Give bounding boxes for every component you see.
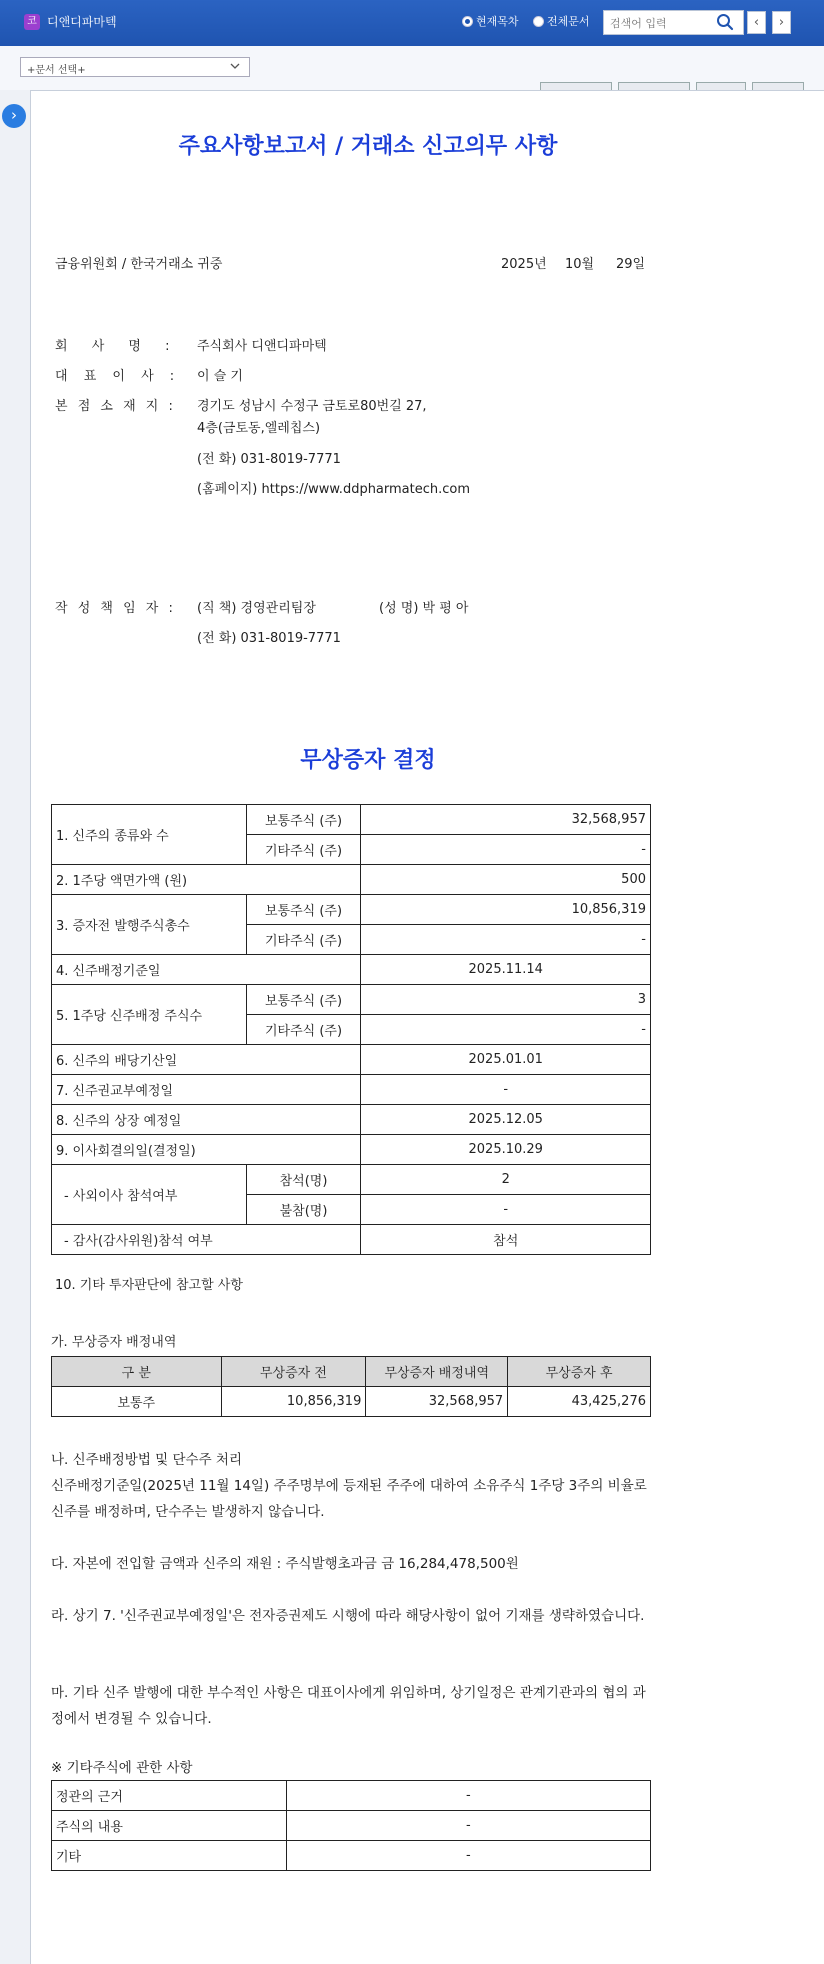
note-ra: 라. 상기 7. '신주권교부예정일'은 전자증권제도 시행에 따라 해당사항이 없어 기재를 생략하였습니다. bbox=[51, 1608, 645, 1624]
table-cell: 9. 이사회결의일(결정일) bbox=[52, 1135, 361, 1165]
hq-address-line1: 경기도 성남시 수정구 금토로80번길 27, bbox=[197, 399, 427, 414]
writer-label: 작 성 책 임 자 : bbox=[55, 601, 176, 616]
table-cell: - bbox=[361, 1015, 651, 1045]
report-date-year: 2025년 bbox=[501, 257, 547, 272]
table-cell: - 사외이사 참석여부 bbox=[52, 1165, 247, 1225]
table-row bbox=[52, 1135, 651, 1165]
table-cell: 1. 신주의 종류와 수 bbox=[52, 805, 247, 865]
table-cell: 3 bbox=[361, 985, 651, 1015]
table-cell: 보통주식 (주) bbox=[246, 805, 361, 835]
table-row bbox=[52, 1811, 651, 1841]
table-cell: 10,856,319 bbox=[221, 1387, 366, 1417]
radio-all-docs[interactable] bbox=[533, 13, 590, 29]
table-cell: - bbox=[286, 1781, 650, 1811]
table-cell: 기타주식 (주) bbox=[246, 835, 361, 865]
table-row bbox=[52, 805, 651, 835]
next-result-button[interactable]: › bbox=[772, 11, 791, 34]
table-header-cell: 무상증자 배정내역 bbox=[366, 1357, 508, 1387]
table-row bbox=[52, 1781, 651, 1811]
table-cell: - bbox=[286, 1811, 650, 1841]
table-cell: 기타주식 (주) bbox=[246, 925, 361, 955]
toolbar-tab-4[interactable] bbox=[752, 82, 804, 90]
table-cell: 32,568,957 bbox=[361, 805, 651, 835]
toolbar-tab-3[interactable] bbox=[696, 82, 746, 90]
company-name: 디앤디파마텍 bbox=[47, 15, 117, 29]
table-cell: - bbox=[361, 1075, 651, 1105]
table-cell: 500 bbox=[361, 865, 651, 895]
table-row bbox=[52, 1225, 651, 1255]
company-name-value: 주식회사 디앤디파마텍 bbox=[197, 339, 327, 354]
hq-homepage-link[interactable]: (홈페이지) https://www.ddpharmatech.com bbox=[197, 482, 471, 497]
allocation-table bbox=[51, 1356, 651, 1417]
table-cell: 기타 bbox=[52, 1841, 287, 1871]
radio-current-label: 현재목차 bbox=[476, 15, 519, 28]
ceo-label: 대 표 이 사 : bbox=[55, 369, 181, 384]
table-row bbox=[52, 1165, 651, 1195]
toolbar-tab-1[interactable] bbox=[540, 82, 612, 90]
table-row bbox=[52, 865, 651, 895]
radio-current-toc[interactable] bbox=[462, 13, 519, 29]
side-panel-toggle-button[interactable]: › bbox=[2, 104, 26, 128]
hq-address-label: 본 점 소 재 지 : bbox=[55, 399, 176, 414]
table-row bbox=[52, 1075, 651, 1105]
table-row bbox=[52, 1045, 651, 1075]
table-header-cell: 무상증자 전 bbox=[221, 1357, 366, 1387]
ceo-value: 이 슬 기 bbox=[197, 369, 243, 384]
document-panel bbox=[30, 90, 824, 1964]
table-cell: 2 bbox=[361, 1165, 651, 1195]
table-cell: - 감사(감사위원)참석 여부 bbox=[52, 1225, 361, 1255]
report-date-day: 29일 bbox=[616, 257, 646, 272]
table-cell: 8. 신주의 상장 예정일 bbox=[52, 1105, 361, 1135]
table-cell: 참석(명) bbox=[246, 1165, 361, 1195]
company-logo-icon: 코 bbox=[24, 14, 40, 30]
table-cell: 32,568,957 bbox=[366, 1387, 508, 1417]
other-stock-table bbox=[51, 1780, 651, 1871]
report-title: 주요사항보고서 / 거래소 신고의무 사항 bbox=[178, 133, 558, 159]
table-cell: 2. 1주당 액면가액 (원) bbox=[52, 865, 361, 895]
section-title: 무상증자 결정 bbox=[300, 747, 436, 773]
table-row bbox=[52, 1841, 651, 1871]
writer-position: (직 책) 경영관리팀장 bbox=[197, 601, 316, 616]
table-cell: 참석 bbox=[361, 1225, 651, 1255]
table-cell: - bbox=[361, 1195, 651, 1225]
note-ga: 가. 무상증자 배정내역 bbox=[51, 1335, 177, 1350]
table-cell: 기타주식 (주) bbox=[246, 1015, 361, 1045]
table-cell: 보통주식 (주) bbox=[246, 895, 361, 925]
note-na-body: 신주배정기준일(2025년 11월 14일) 주주명부에 등재된 주주에 대하여 소유주식 1주당 3주의 비율로 신주를 배정하며, 단수주는 발생하지 않습니다. bbox=[51, 1478, 647, 1520]
table-cell: 2025.01.01 bbox=[361, 1045, 651, 1075]
table-cell: 10,856,319 bbox=[361, 895, 651, 925]
note-na-title: 나. 신주배정방법 및 단수주 처리 bbox=[51, 1452, 242, 1468]
recipient: 금융위원회 / 한국거래소 귀중 bbox=[55, 257, 223, 272]
note-other-stock: ※ 기타주식에 관한 사항 bbox=[51, 1760, 193, 1776]
table-row bbox=[52, 1387, 651, 1417]
toolbar-tab-2[interactable] bbox=[618, 82, 690, 90]
table-cell: 43,425,276 bbox=[508, 1387, 651, 1417]
table-cell: 3. 증자전 발행주식총수 bbox=[52, 895, 247, 955]
table-header-cell: 구 분 bbox=[52, 1357, 222, 1387]
table-row bbox=[52, 955, 651, 985]
writer-phone: (전 화) 031-8019-7771 bbox=[197, 631, 341, 646]
table-cell: 정관의 근거 bbox=[52, 1781, 287, 1811]
table-cell: 2025.10.29 bbox=[361, 1135, 651, 1165]
note-item10: 10. 기타 투자판단에 참고할 사항 bbox=[55, 1278, 243, 1293]
table-header-cell: 무상증자 후 bbox=[508, 1357, 651, 1387]
table-cell: 2025.11.14 bbox=[361, 955, 651, 985]
search-input[interactable]: 검색어 입력 bbox=[603, 10, 744, 35]
report-date-month: 10월 bbox=[565, 257, 595, 272]
note-da: 다. 자본에 전입할 금액과 신주의 재원 : 주식발행초과금 금 16,284,478,500원 bbox=[51, 1556, 519, 1572]
document-select-value: +문서 선택+ bbox=[27, 65, 86, 76]
table-cell: 불참(명) bbox=[246, 1195, 361, 1225]
table-cell: 보통주식 (주) bbox=[246, 985, 361, 1015]
note-ma: 마. 기타 신주 발행에 대한 부수적인 사항은 대표이사에게 위임하며, 상기일정은 관계기관과의 협의 과정에서 변경될 수 있습니다. bbox=[51, 1685, 646, 1727]
table-cell: 2025.12.05 bbox=[361, 1105, 651, 1135]
document-select-row bbox=[0, 46, 824, 90]
hq-address-line2: 4층(금토동,엘레칩스) bbox=[197, 421, 321, 436]
radio-all-label: 전체문서 bbox=[547, 15, 590, 28]
decision-table bbox=[51, 804, 651, 1255]
table-cell: 보통주 bbox=[52, 1387, 222, 1417]
table-cell: 5. 1주당 신주배정 주식수 bbox=[52, 985, 247, 1045]
document-select-dropdown[interactable] bbox=[20, 57, 250, 77]
radio-selected-icon[interactable] bbox=[462, 16, 473, 27]
table-cell: 6. 신주의 배당기산일 bbox=[52, 1045, 361, 1075]
top-header-bar bbox=[0, 0, 824, 46]
table-row bbox=[52, 985, 651, 1015]
table-cell: 7. 신주권교부예정일 bbox=[52, 1075, 361, 1105]
radio-unselected-icon[interactable] bbox=[533, 16, 544, 27]
table-cell: 4. 신주배정기준일 bbox=[52, 955, 361, 985]
prev-result-button[interactable]: ‹ bbox=[747, 11, 766, 34]
hq-phone: (전 화) 031-8019-7771 bbox=[197, 452, 341, 467]
table-cell: - bbox=[286, 1841, 650, 1871]
table-cell: - bbox=[361, 925, 651, 955]
writer-name: (성 명) 박 평 아 bbox=[379, 601, 469, 616]
table-row bbox=[52, 895, 651, 925]
chevron-down-icon bbox=[229, 60, 241, 72]
table-cell: 주식의 내용 bbox=[52, 1811, 287, 1841]
table-header-row bbox=[52, 1357, 651, 1387]
table-row bbox=[52, 1105, 651, 1135]
company-name-label: 회 사 명 : bbox=[55, 339, 180, 354]
table-cell: - bbox=[361, 835, 651, 865]
search-icon[interactable] bbox=[716, 13, 734, 31]
